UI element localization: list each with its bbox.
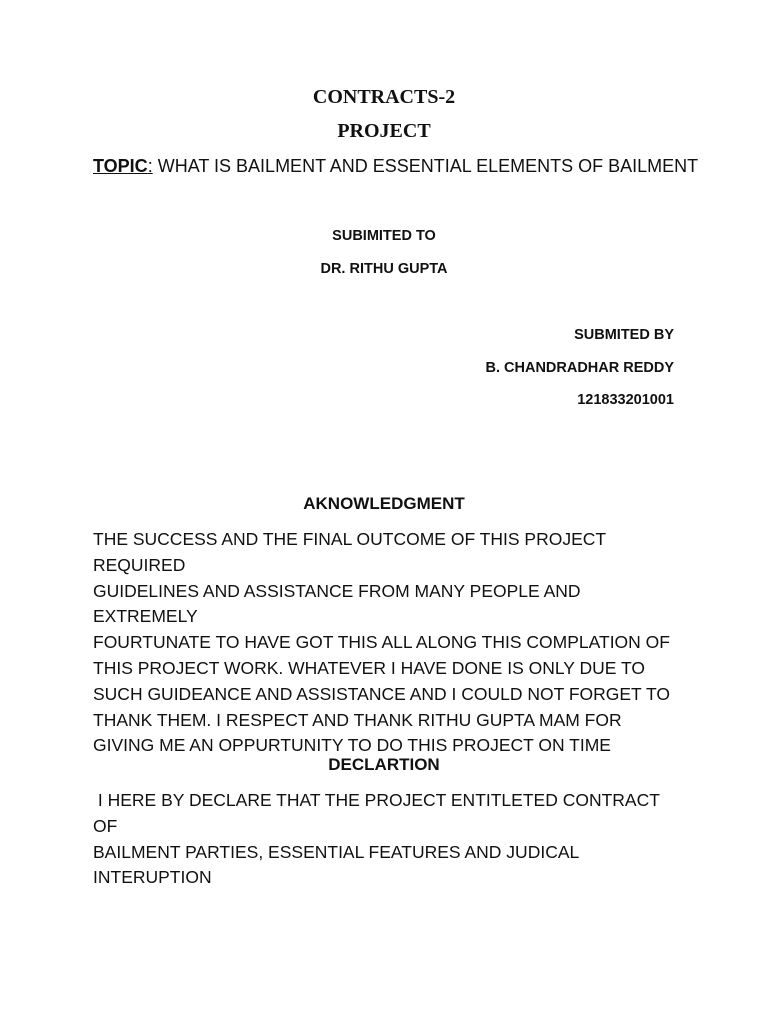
submitted-by-id: 121833201001 bbox=[577, 392, 674, 408]
topic-colon: : bbox=[147, 156, 153, 176]
topic-line bbox=[93, 156, 698, 177]
submitted-to-label: SUBIMITED TO bbox=[332, 228, 436, 244]
declaration-heading: DECLARTION bbox=[328, 755, 440, 774]
topic-text: WHAT IS BAILMENT AND ESSENTIAL ELEMENTS OF BAILMENT bbox=[152, 156, 699, 176]
acknowledgment-body: THE SUCCESS AND THE FINAL OUTCOME OF THIS PROJECT REQUIRED GUIDELINES AND ASSISTANCE FROM MANY PEOPLE AND EXTREMELY FOURTUNATE TO HAVE GOT THIS ALL ALONG THIS COMPLATION OF THIS PROJECT WORK. WHATEVER I HAVE DONE IS ONLY DUE TO SUCH GUIDEANCE AND ASSISTANCE AND I COULD NOT FORGET TO THANK THEM. I RESPECT AND THANK RITHU GUPTA MAM FOR GIVING ME AN OPPURTUNITY TO DO THIS PROJECT ON TIME bbox=[93, 529, 670, 756]
submitted-by-label: SUBMITED BY bbox=[574, 327, 674, 343]
submitted-by-name: B. CHANDRADHAR REDDY bbox=[485, 360, 674, 376]
course-title: CONTRACTS-2 bbox=[312, 86, 456, 108]
submitted-to-name: DR. RITHU GUPTA bbox=[320, 261, 448, 277]
topic-label: TOPIC bbox=[93, 156, 148, 176]
project-title: PROJECT bbox=[337, 120, 431, 142]
declaration-body: I HERE BY DECLARE THAT THE PROJECT ENTITLETED CONTRACT OF BAILMENT PARTIES, ESSENTIAL FEATURES AND JUDICAL INTERUPTION bbox=[93, 790, 660, 888]
acknowledgment-heading: AKNOWLEDGMENT bbox=[303, 494, 465, 513]
